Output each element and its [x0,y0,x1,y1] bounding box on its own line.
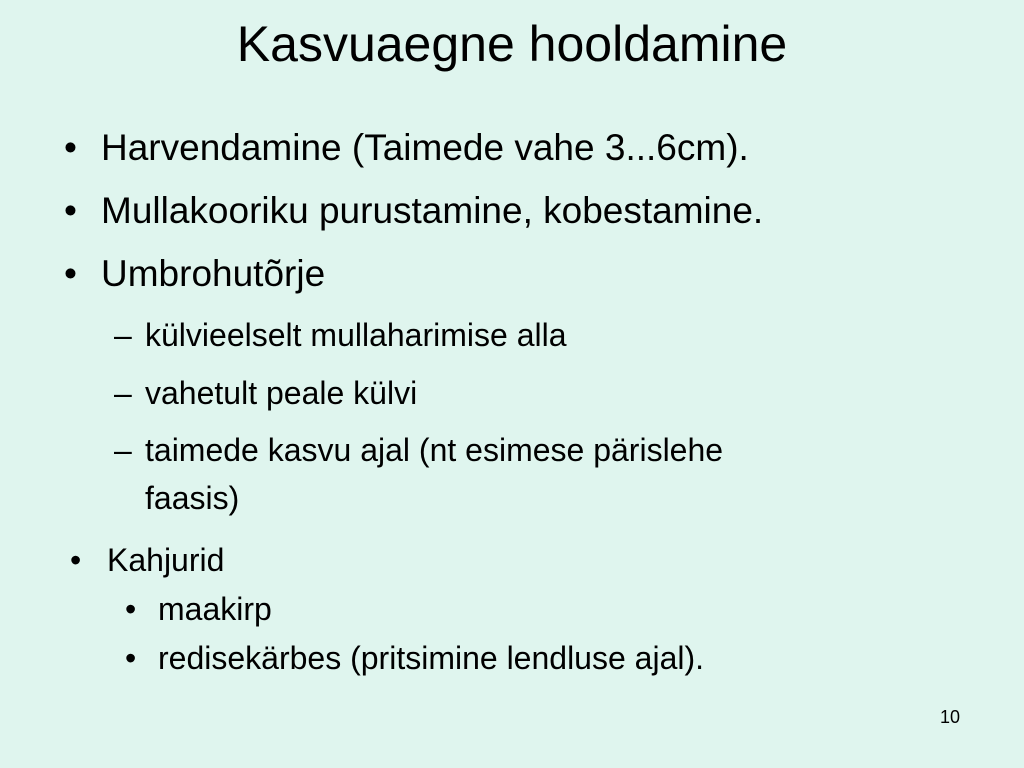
dash-marker: – [114,375,132,411]
bullet-text: Harvendamine (Taimede vahe 3...6cm). [101,127,749,168]
nested-bullet-text: redisekärbes (pritsimine lendluse ajal). [158,640,705,676]
sub-bullet-text: vahetult peale külvi [145,375,418,411]
bullet-marker: • [125,591,137,627]
page-number: 10 [939,707,960,727]
dash-marker: – [114,432,132,468]
sub-bullet-text-continuation: faasis) [145,480,240,516]
bullet-text: Umbrohutõrje [101,253,326,294]
bullet-marker: • [125,640,137,676]
bullet-marker: • [64,253,77,294]
sub-bullet-text: külvieelselt mullaharimise alla [145,317,567,353]
bullet-text: Mullakooriku purustamine, kobestamine. [101,190,764,231]
dash-marker: – [114,317,132,353]
bullet-text: Kahjurid [107,542,225,578]
bullet-marker: • [64,190,77,231]
nested-bullet-text: maakirp [158,591,272,627]
bullet-marker: • [64,127,77,168]
slide-title: Kasvuaegne hooldamine [236,16,788,72]
sub-bullet-text: taimede kasvu ajal (nt esimese pärislehe [145,432,724,468]
bullet-marker: • [70,542,82,578]
